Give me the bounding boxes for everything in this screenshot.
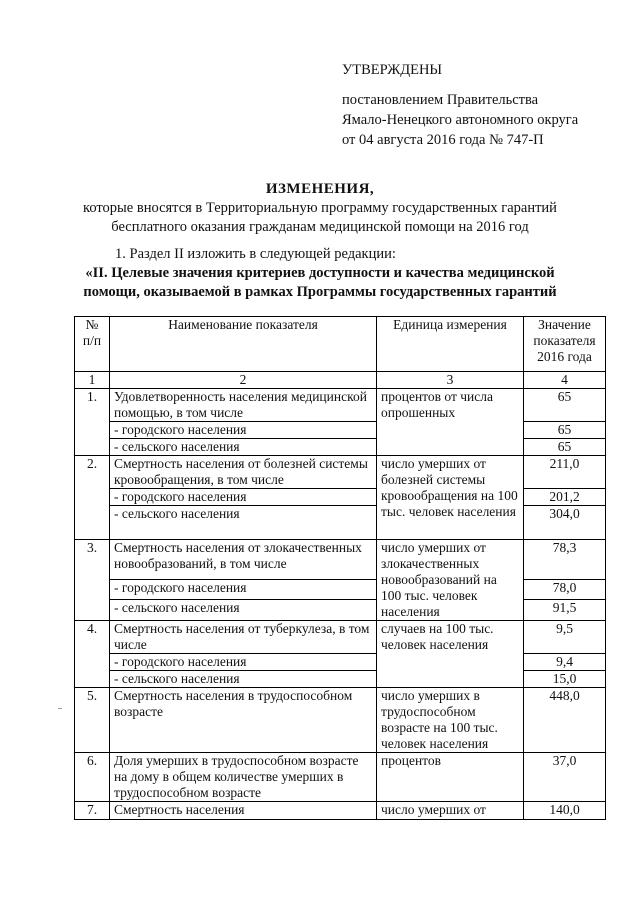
table-row [75,456,606,489]
approval-line: постановлением Правительства [342,92,539,108]
header-value-line: показателя [533,333,596,348]
table-row [75,621,606,654]
column-number-row [75,372,606,389]
table-subrow [75,600,606,621]
row-unit: процентов от числа опрошенных [377,389,524,456]
table-row [75,802,606,820]
table-subrow [75,579,606,600]
approval-heading: УТВЕРЖДЕНЫ [342,62,443,78]
row-name: Смертность населения от болезней системы кровообращения, в том числе [110,456,377,489]
row-unit: число умерших от болезней системы кровообращения на 100 тыс. человек населения [377,456,524,540]
row-unit: число умерших в трудоспособном возрасте на 100 тыс. человек населения [377,688,524,753]
table-subrow [75,654,606,671]
row-value: 9,5 [524,621,606,654]
row-number: 5. [75,688,110,753]
row-number: 4. [75,621,110,688]
subrow-value: 9,4 [524,654,606,671]
subrow-name: - сельского населения [110,506,377,540]
table-subrow [75,671,606,688]
header-value [524,317,606,372]
table-subrow [75,506,606,540]
subrow-name: - городского населения [110,489,377,506]
header-num [75,317,110,372]
section-line: помощи, оказываемой в рамках Программы государственных гарантий [83,284,557,300]
row-value: 65 [524,389,606,422]
table-header-row [75,317,606,372]
indicators-table [74,316,606,820]
row-name: Смертность населения от злокачественных новообразований, в том числе [110,540,377,580]
table-row [75,540,606,580]
subrow-name: - сельского населения [110,439,377,456]
header-unit: Единица измерения [377,317,524,372]
header-num-line: п/п [82,333,102,348]
header-value-line: 2016 года [537,349,592,364]
title-line: бесплатного оказания гражданам медицинской помощи на 2016 год [111,219,529,235]
subrow-value: 15,0 [524,671,606,688]
table-row [75,389,606,422]
table-subrow [75,439,606,456]
row-name: Смертность населения от туберкулеза, в том числе [110,621,377,654]
row-name: Смертность населения [110,802,377,820]
column-number: 3 [377,372,524,389]
subrow-value: 91,5 [524,600,606,621]
row-value: 37,0 [524,753,606,802]
header-num-line: № [85,317,99,332]
subrow-value: 201,2 [524,489,606,506]
subrow-name: - сельского населения [110,671,377,688]
row-value: 78,3 [524,540,606,580]
row-number: 7. [75,802,110,820]
approval-line: от 04 августа 2016 года № 747-П [342,132,544,148]
row-number: 3. [75,540,110,621]
section-heading [0,264,640,302]
subrow-name: - городского населения [110,654,377,671]
subrow-value: 65 [524,439,606,456]
subrow-name: - городского населения [110,579,377,600]
column-number: 1 [75,372,110,389]
document-title [0,180,640,237]
intro-text: 1. Раздел II изложить в следующей редакции: [115,246,396,262]
row-unit: число умерших от злокачественных новообразований на 100 тыс. человек населения [377,540,524,621]
title-line: которые вносятся в Территориальную программу государственных гарантий [83,200,557,216]
row-value: 448,0 [524,688,606,753]
row-number: 6. [75,753,110,802]
title-heading: ИЗМЕНЕНИЯ, [265,181,375,197]
table-subrow [75,422,606,439]
subrow-name: - сельского населения [110,600,377,621]
approval-block [342,60,578,150]
subrow-value: 65 [524,422,606,439]
row-number: 1. [75,389,110,456]
row-unit: число умерших от [377,802,524,820]
scan-mark [58,708,62,709]
table-row [75,688,606,753]
row-unit: процентов [377,753,524,802]
row-name: Смертность населения в трудоспособном возрасте [110,688,377,753]
column-number: 2 [110,372,377,389]
subrow-value: 78,0 [524,579,606,600]
table-subrow [75,489,606,506]
row-value: 140,0 [524,802,606,820]
subrow-value: 304,0 [524,506,606,540]
subrow-name: - городского населения [110,422,377,439]
table-row [75,753,606,802]
row-unit: случаев на 100 тыс. человек населения [377,621,524,688]
header-value-line: Значение [538,317,591,332]
row-value: 211,0 [524,456,606,489]
column-number: 4 [524,372,606,389]
header-name: Наименование показателя [110,317,377,372]
row-name: Доля умерших в трудоспособном возрасте на дому в общем количестве умерших в трудоспособном возрасте [110,753,377,802]
row-number: 2. [75,456,110,540]
row-name: Удовлетворенность населения медицинской помощью, в том числе [110,389,377,422]
approval-line: Ямало-Ненецкого автономного округа [342,112,579,128]
section-line: «II. Целевые значения критериев доступности и качества медицинской [85,265,555,281]
